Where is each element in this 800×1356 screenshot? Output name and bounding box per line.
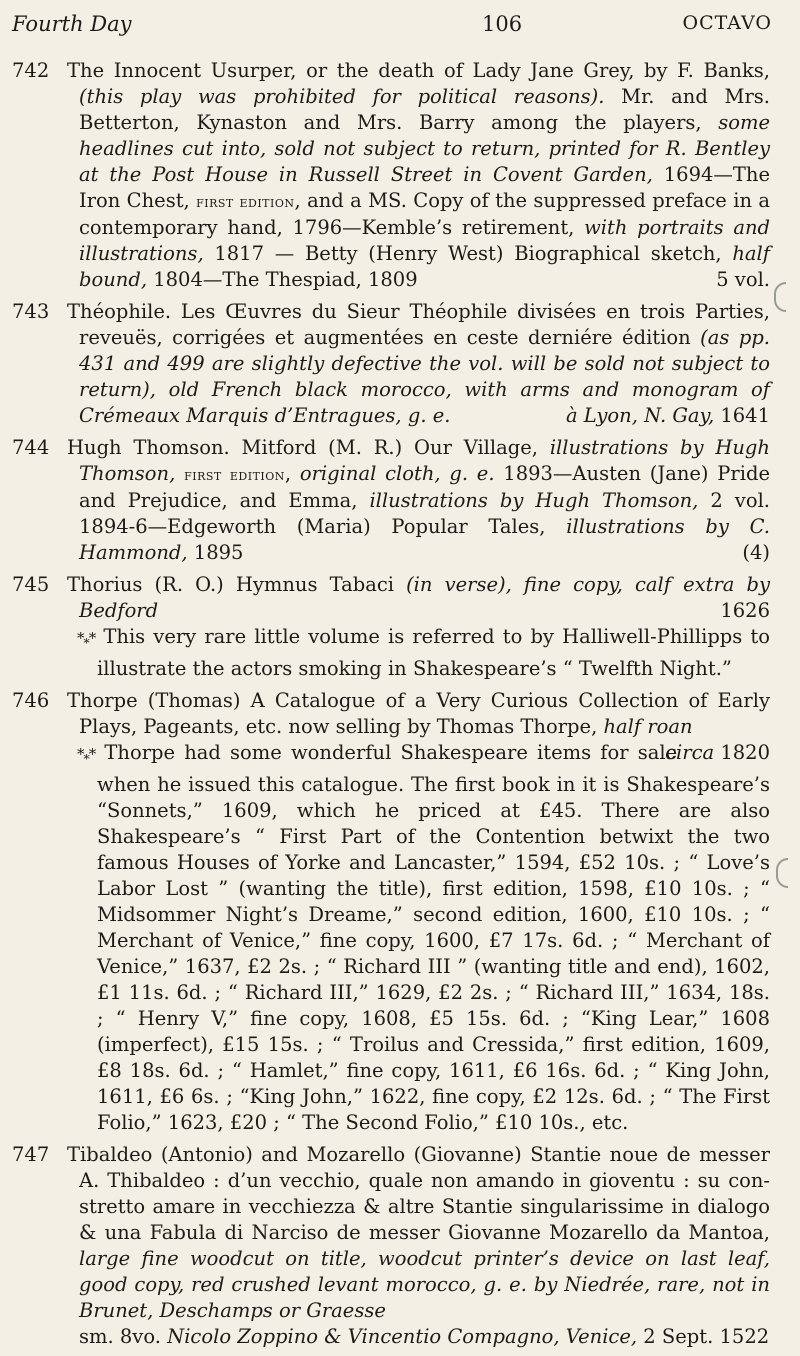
lot-text: 2 vol. 1894-6—Edgeworth (Maria) Popular Tales, [79,489,771,538]
lot-description [67,1142,770,1350]
lot-volume-count: (4) [742,541,770,564]
lot-description [67,435,770,566]
lot-imprint: Nicolo Zoppino & Vincentio Compagno, Venice, [167,1325,638,1348]
lot-circa: circa [665,741,715,764]
lot-text: Hugh Thomson. Mitford (M. R.) Our Village, [67,436,550,459]
lot-text: 1694—The Iron Chest, [79,163,770,212]
lot-text: Tibaldeo (Antonio) and Mozarello (Giovanne) Stantie noue de messer A. Thibaldeo : d’un vecchio, quale non amando in gioventu : su con-stretto amare in vecchiezza & altre Stantie singularissime in dialogo & una Fabula di Narciso de messer Giovanne Mozarello da Mantoa, [67,1143,770,1244]
lot-italic: with portraits and illustrations, [79,216,771,265]
lot-smallcaps: first edition [184,465,285,484]
lot-number: 743 [12,300,50,323]
lot-italic: (as pp. 431 and 499 are slightly defective the vol. will be sold not subject to return), old French black morocco, with arms and monogram of Crémeaux Marquis d’Entragues, g. e. [79,326,770,427]
running-head-format: OCTAVO [682,12,772,34]
lot-text: Mr. and Mrs. Betterton, Kynaston and Mrs. Barry among the players, [79,85,770,134]
lot-number: 744 [12,436,50,459]
lot-743 [0,299,800,429]
running-head-day: Fourth Day [12,12,132,36]
lot-italic: half roan [603,715,693,738]
lot-description [67,299,770,429]
lot-description [67,688,770,764]
lot-note [67,624,770,682]
lot-italic: large fine woodcut on title, woodcut printer’s device on last leaf, good copy, red crushed levant morocco, g. e. by Niedrée, rare, not in Brunet, Deschamps or Graesse [79,1247,770,1322]
asterism-icon: $*_**$ [77,629,96,650]
lot-text: , [284,462,300,485]
page-number: 106 [482,12,523,36]
lot-text: Thorpe (Thomas) A Catalogue of a Very Curious Collection of Early Plays, Pageants, etc. now selling by Thomas Thorpe, [67,689,770,738]
lot-italic: illustrations by Hugh Thomson, [369,489,699,512]
lot-italic: (in verse), fine copy, calf extra by Bedford [79,573,770,622]
lot-text: 1893—Austen (Jane) Pride and Prejudice, and Emma, [79,462,770,512]
lot-text: , and a MS. Copy of the suppressed preface in a contemporary hand, 1796—Kemble’s retirement, [79,189,770,239]
lot-number: 745 [12,573,50,596]
lot-date: 2 Sept. 1522 [637,1325,770,1348]
lot-date: 1820 [714,741,770,764]
asterism-icon: $*_**$ [77,745,96,766]
lot-description [67,572,770,624]
lot-742 [0,58,800,293]
lot-text: 1817 — Betty (Henry West) Biographical sketch, [203,242,733,265]
lot-text: The Innocent Usurper, or the death of Lady Jane Grey, by F. Banks, [67,59,770,82]
lot-italic: half bound, [79,242,770,291]
lot-746 [0,688,800,1136]
page-header [12,12,772,40]
lot-date: 1626 [720,599,770,622]
lot-745 [0,572,800,682]
lot-format: sm. 8vo. [79,1325,168,1348]
lot-list [0,58,800,1356]
lot-744 [0,435,800,566]
lot-description [67,58,770,293]
lot-date: 1641 [714,404,770,427]
lot-note-text: This very rare little volume is referred to by Halliwell-Phillipps to illustrate the actors smoking in Shakespeare’s “ Twelfth Night.” [97,625,770,680]
lot-number: 746 [12,689,50,712]
lot-note [67,740,770,1136]
lot-italic: original cloth, g. e. [299,462,495,485]
lot-italic: some headlines cut into, sold not subject to return, printed for R. Bentley at the Post House in Russell Street in Covent Garden, [79,111,770,186]
lot-number: 742 [12,59,50,82]
lot-747 [0,1142,800,1350]
lot-italic: (this play was prohibited for political reasons). [79,85,605,108]
lot-italic: illustrations by Hugh Thomson, [79,436,770,485]
lot-volume-count: 5 vol. [716,268,770,291]
lot-text: Théophile. Les Œuvres du Sieur Théophile divisées en trois Parties, reveuës, corrigées et augmentées en ceste derniére édition [67,300,770,349]
lot-text: 1804—The Thespiad, 1809 [147,268,418,291]
lot-note-text: Thorpe had some wonderful Shakespeare items for sale when he issued this catalogue. The first book in it is Shakespeare’s “Sonnets,” 1609, which he priced at £45. There are also Shakespeare’s “ First Part of the Contention betwixt the two famous Houses of Yorke and Lancaster,” 1594, £52 10s. ; “ Love’s Labor Lost ” (wanting the title), first edition, 1598, £10 10s. ; “ Midsommer Night’s Dreame,” second edition, 1600, £10 10s. ; “ Merchant of Venice,” fine copy, 1600, £7 17s. 6d. ; “ Merchant of Venice,” 1637, £2 2s. ; “ Richard III ” (wanting title and end), 1602, £1 11s. 6d. ; “ Richard III,” 1629, £2 2s. ; “ Richard III,” 1634, 18s. ; “ Henry V,” fine copy, 1608, £5 15s. 6d. ; “King Lear,” 1608 (imperfect), £15 15s. ; “ Troilus and Cressida,” first edition, 1609, £8 18s. 6d. ; “ Hamlet,” fine copy, 1611, £6 16s. 6d. ; “ King John, 1611, £6 6s. ; “King John,” 1622, fine copy, £2 12s. 6d. ; “ The First Folio,” 1623, £20 ; “ The Second Folio,” £10 10s., etc. [97,741,770,1134]
lot-italic: illustrations by C. Hammond, [79,515,770,564]
lot-smallcaps: first edition [196,192,295,211]
binding-edge-mark [776,858,788,888]
lot-number: 747 [12,1143,50,1166]
lot-imprint: à Lyon, N. Gay, [565,404,715,427]
binding-edge-mark [774,282,786,312]
lot-text: 1895 [187,541,244,564]
lot-text: Thorius (R. O.) Hymnus Tabaci [67,573,407,596]
